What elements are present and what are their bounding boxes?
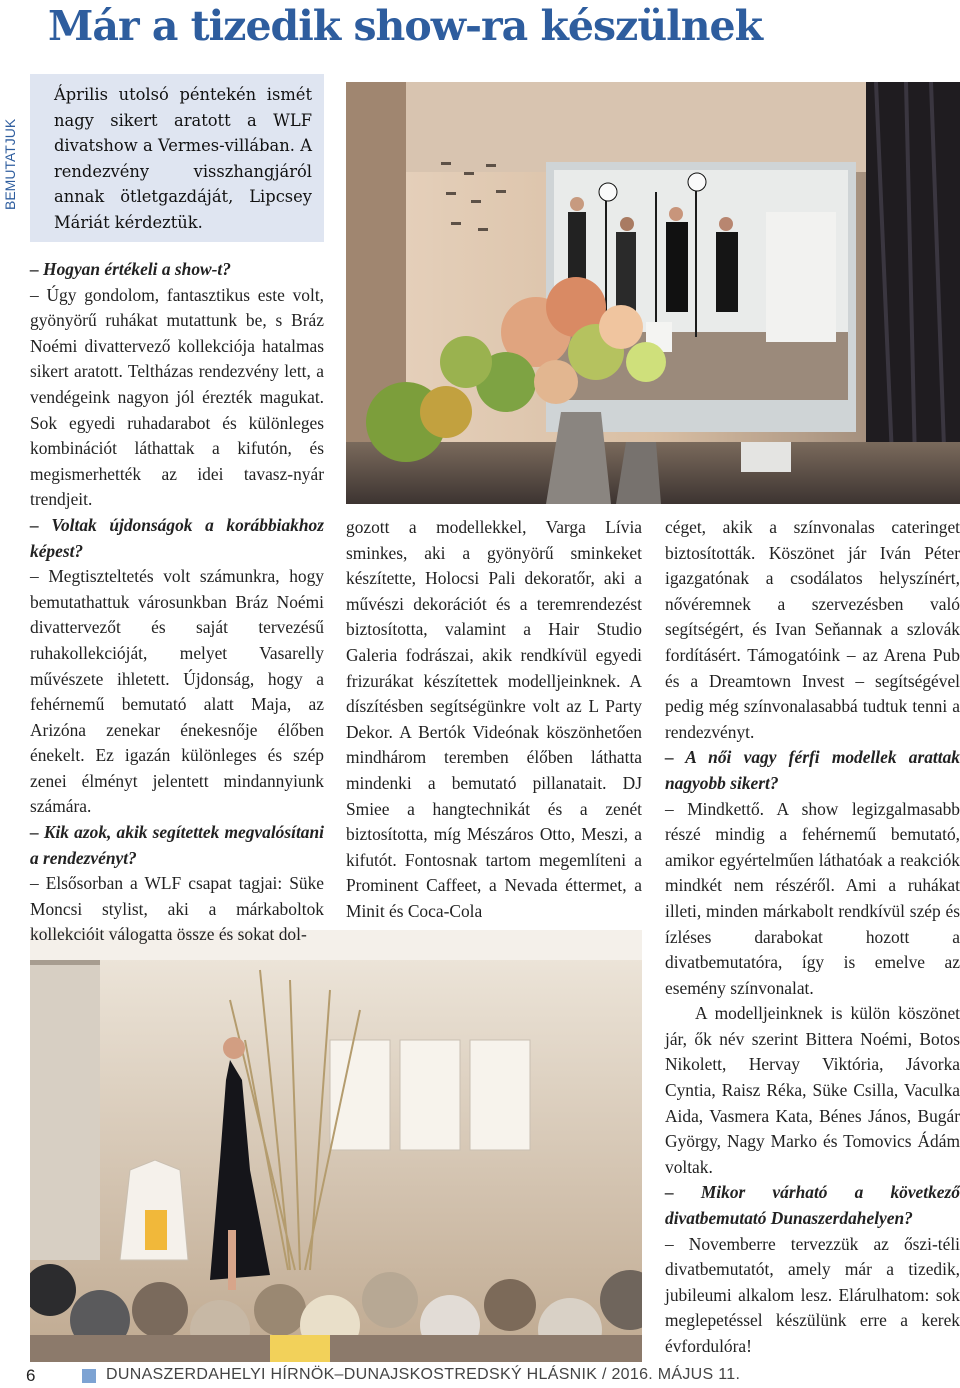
interview-question: – Kik azok, akik segítettek megvalósítani a rendezvényt? (30, 822, 324, 868)
interview-answer: – Mindkettő. A show legizgalmasabb részé mindig a fehérnemű bemutató, amikor egyértelműen láthatóak a reakciók mindkét nem részéről. Ami a ruhákat illeti, minden márkabolt rendkívül szép és ízléses darabokat hozott a divatbemutatóra, így is emelve az esemény színvonalat. (665, 798, 960, 998)
publication-name: DUNASZERDAHELYI HÍRNÖK–DUNAJSKOSTREDSKÝ HLÁSNIK / 2016. MÁJUS 11. (106, 1366, 741, 1383)
page-number: 6 (26, 1366, 36, 1385)
interview-question: – Mikor várható a következő divatbemutató Dunaszerdahelyen? (665, 1182, 960, 1229)
lead-text: Április utolsó péntekén ismét nagy sikert aratott a WLF divatshow a Vermes-villában. A rendezvény visszhangjáról annak ötletgazdáját, Lipcsey Máriát kérdeztük. (54, 85, 312, 232)
section-label (0, 62, 22, 212)
interview-answer: – Elsősorban a WLF csapat tagjai: Süke Moncsi stylist, aki a márkaboltok kollekcióit válogatta össze és sokat dol- (30, 873, 324, 945)
footer-square-icon (82, 1369, 96, 1383)
interview-answer: – Úgy gondolom, fantasztikus este volt, gyönyörű ruhákat mutattunk be, s Bráz Noémi divattervező kollekciója hatalmas sikert aratott. Teltházas rendezvény lett, a vendégeink nagyon jól érezték magukat. Sok egyedi ruhadarabot és különleges kombinációt láthattak a kifutón, és megismerhették az idei tavasz-nyár trendjeit. (30, 284, 324, 510)
page-footer (0, 1362, 960, 1388)
interview-question: – Hogyan értékeli a show-t? (30, 259, 231, 279)
article-column-2 (346, 515, 642, 925)
article-column-1 (30, 257, 324, 948)
lead-box (30, 74, 324, 242)
interview-answer: gozott a modellekkel, Varga Lívia sminkes, aki a gyönyörű sminkeket készítette, Holocsi Pali dekoratőr, aki a művészi dekorációt és a teremrendezést biztosította, valamint a Hair Studio Galeria fodrászai, akik rendkívül egyedi frizurákat készítettek modelljeinknek. A díszítésben segítségünkre volt az L Party Dekor. A Bertók Videónak köszönhetően mindhárom teremben élőben láthatta mindenki a bemutató pillanatait. DJ Smiee a hangtechnikát és a zenét biztosította, míg Mészáros Otto, Meszi, a kifutót. Fontosnak tartom megemlíteni a Prominent Caffeet, a Nevada éttermet, a Minit és Coca-Cola (346, 517, 642, 921)
interview-answer: céget, akik a színvonalas cateringet biztosították. Köszönet jár Iván Péter igazgatónak a csodálatos helyszínért, nővéremnek a szervezésben való segítségért, és Ivan Seňannak a szlovák fordításért. Támogatóink – az Arena Pub és a Dreamtown Invest – segítségével pedig még színvonalasabbá tudtuk tenni a rendezvényt. (665, 517, 960, 742)
article-headline: Már a tizedik show-ra készülnek (48, 2, 763, 50)
interview-answer: A modelljeinknek is külön köszönet jár, ők név szerint Bittera Noémi, Botos Nikolett, Hervay Viktória, Jávorka Cyntia, Raisz Réka, Süke Csilla, Vaculka Aida, Vasmera Kata, Bénes János, Bugár György, Nagy Marko és Tomovics Ádám voltak. (665, 1003, 960, 1177)
runway-image (30, 930, 642, 1362)
interview-question: – A női vagy férfi modellek arattak nagyobb sikert? (665, 747, 960, 793)
interview-answer: – Megtiszteltetés volt számunkra, hogy bemutathattuk városunkban Bráz Noémi divattervezőt és saját tervezésű ruhakollekcióját, melyet Vasarelly művészete ihletett. Újdonság, hogy a fehérnemű bemutató alatt Maja, az Arizóna zenekar énekesnője élőben énekelt. Ez igazán különleges és szép zenei élményt jelentett mindannyiunk számára. (30, 566, 324, 817)
section-label-text: BEMUTATJUK (2, 118, 18, 210)
photo-booth-image (346, 82, 960, 504)
interview-answer: – Novemberre tervezzük az őszi-téli divatbemutatót, amely már a tizedik, jubileumi alkalom lesz. Elárulhatom: sok meglepetéssel készülünk erre a kerek évfordulóra! (665, 1233, 960, 1356)
article-column-3 (665, 515, 960, 1360)
interview-question: – Voltak újdonságok a korábbiakhoz képest? (30, 514, 324, 561)
